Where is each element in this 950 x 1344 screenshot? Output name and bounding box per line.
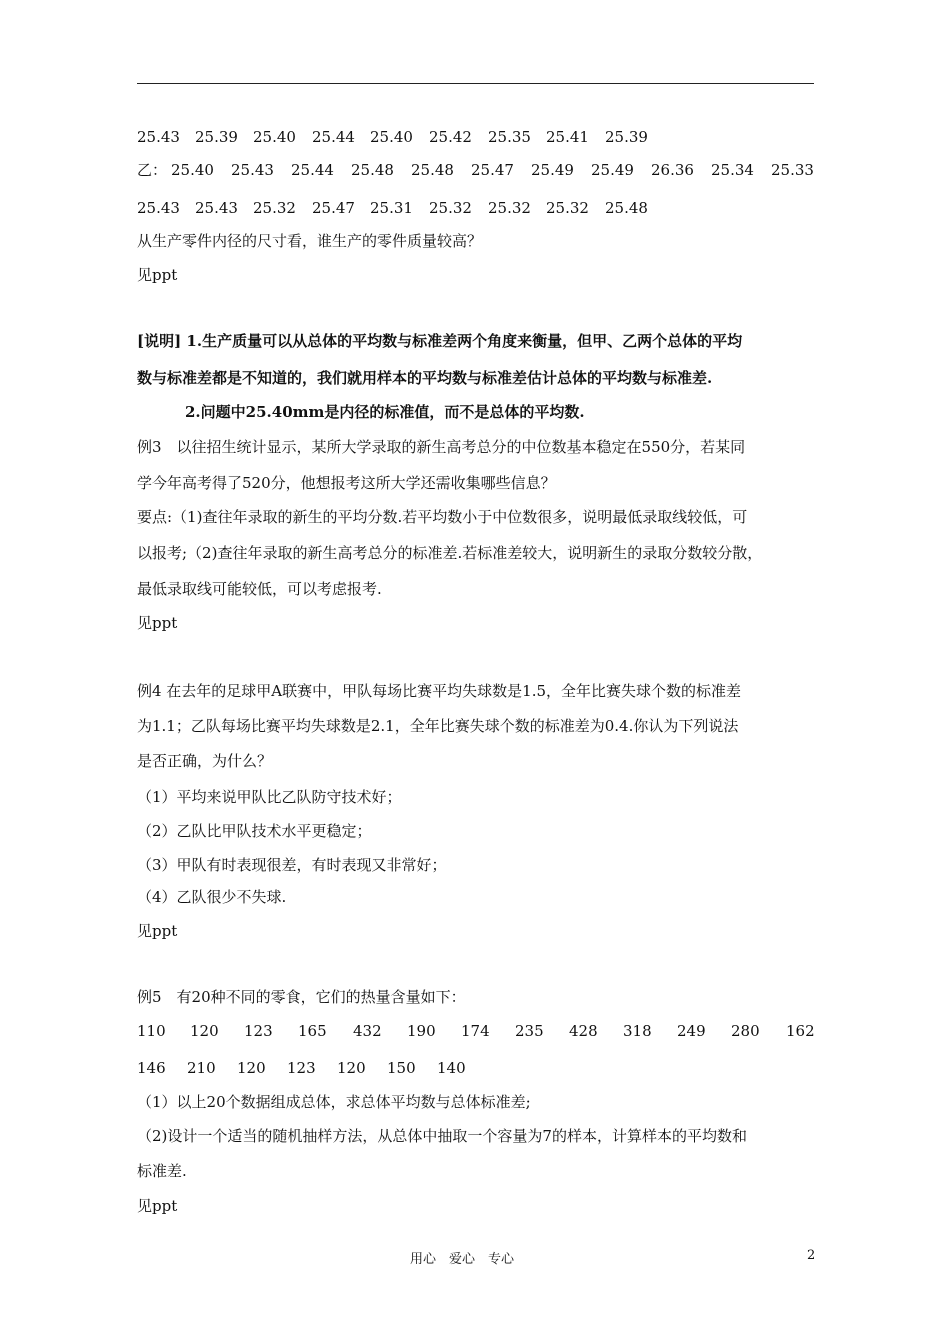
- example-4-item-2: （2）乙队比甲队技术水平更稳定；: [137, 822, 372, 840]
- value: 120: [337, 1059, 366, 1077]
- question-text: 从生产零件内径的尺寸看，谁生产的零件质量较高？: [137, 232, 483, 250]
- value: 25.39: [195, 128, 238, 146]
- value: 25.43: [137, 128, 180, 146]
- series-label-yi: 乙：: [137, 161, 168, 179]
- value: 25.32: [429, 199, 472, 217]
- value: 25.32: [488, 199, 531, 217]
- value: 162: [786, 1022, 815, 1040]
- value: 25.35: [488, 128, 531, 146]
- value: 25.31: [370, 199, 413, 217]
- example-5-line-1: 例5 有20种不同的零食，它们的热量含量如下：: [137, 988, 466, 1006]
- value: 25.43: [231, 161, 274, 179]
- value: 146: [137, 1059, 166, 1077]
- value: 140: [437, 1059, 466, 1077]
- value: 25.47: [312, 199, 355, 217]
- value: 25.48: [605, 199, 648, 217]
- see-ppt-text: 见ppt: [137, 266, 178, 284]
- note-paragraph-point-2: 2.问题中25.40mm是内径的标准值，而不是总体的平均数.: [185, 403, 585, 421]
- value: 25.34: [711, 161, 754, 179]
- value: 110: [137, 1022, 166, 1040]
- value: 25.47: [471, 161, 514, 179]
- value: 432: [353, 1022, 382, 1040]
- value: 25.40: [171, 161, 214, 179]
- example-5-item-2-cont: 标准差.: [137, 1162, 187, 1180]
- example-5-item-1: （1）以上20个数据组成总体，求总体平均数与总体标准差;: [137, 1093, 531, 1111]
- example-4-line-1: 例4 在去年的足球甲A联赛中，甲队每场比赛平均失球数是1.5，全年比赛失球个数的标准差: [137, 682, 742, 700]
- value: 318: [623, 1022, 652, 1040]
- example-5-item-2: （2)设计一个适当的随机抽样方法，从总体中抽取一个容量为7的样本，计算样本的平均数和: [137, 1127, 747, 1145]
- value: 25.33: [771, 161, 814, 179]
- example-3-line-4: 以报考;（2)查往年录取的新生高考总分的标准差.若标准差较大，说明新生的录取分数较分散，: [137, 544, 763, 562]
- example-3-line-5: 最低录取线可能较低，可以考虑报考.: [137, 580, 382, 598]
- value: 25.42: [429, 128, 472, 146]
- value: 165: [298, 1022, 327, 1040]
- header-rule: [137, 83, 814, 84]
- value: 210: [187, 1059, 216, 1077]
- value: 25.39: [605, 128, 648, 146]
- value: 25.49: [591, 161, 634, 179]
- value: 428: [569, 1022, 598, 1040]
- example-4-line-3: 是否正确，为什么？: [137, 752, 273, 770]
- page-number: 2: [807, 1248, 816, 1263]
- note-paragraph-line-1: [说明] 1.生产质量可以从总体的平均数与标准差两个角度来衡量，但甲、乙两个总体的平均: [137, 332, 743, 350]
- value: 280: [731, 1022, 760, 1040]
- value: 25.32: [546, 199, 589, 217]
- value: 249: [677, 1022, 706, 1040]
- value: 190: [407, 1022, 436, 1040]
- value: 25.48: [411, 161, 454, 179]
- value: 235: [515, 1022, 544, 1040]
- value: 25.32: [253, 199, 296, 217]
- page-footer: 用心 爱心 专心: [410, 1252, 515, 1267]
- example-3-line-2: 学今年高考得了520分，他想报考这所大学还需收集哪些信息？: [137, 474, 556, 492]
- value: 123: [244, 1022, 273, 1040]
- example-4-item-4: （4）乙队很少不失球.: [137, 888, 287, 906]
- example-4-line-2: 为1.1；乙队每场比赛平均失球数是2.1，全年比赛失球个数的标准差为0.4.你认为下列说法: [137, 717, 739, 735]
- value: 26.36: [651, 161, 694, 179]
- value: 25.41: [546, 128, 589, 146]
- value: 120: [190, 1022, 219, 1040]
- example-3-line-1: 例3 以往招生统计显示，某所大学录取的新生高考总分的中位数基本稳定在550分，若某同: [137, 438, 746, 456]
- example-3-line-3: 要点:（1)查往年录取的新生的平均分数.若平均数小于中位数很多，说明最低录取线较低，可: [137, 508, 748, 526]
- value: 25.40: [370, 128, 413, 146]
- value: 174: [461, 1022, 490, 1040]
- example-4-item-3: （3）甲队有时表现很差，有时表现又非常好；: [137, 856, 447, 874]
- value: 25.44: [291, 161, 334, 179]
- example-4-item-1: （1）平均来说甲队比乙队防守技术好；: [137, 788, 402, 806]
- value: 25.44: [312, 128, 355, 146]
- note-paragraph-line-2: 数与标准差都是不知道的，我们就用样本的平均数与标准差估计总体的平均数与标准差.: [137, 369, 713, 387]
- see-ppt-text: 见ppt: [137, 614, 178, 632]
- value: 120: [237, 1059, 266, 1077]
- see-ppt-text: 见ppt: [137, 922, 178, 940]
- value: 25.49: [531, 161, 574, 179]
- value: 25.40: [253, 128, 296, 146]
- value: 25.48: [351, 161, 394, 179]
- value: 25.43: [195, 199, 238, 217]
- see-ppt-text: 见ppt: [137, 1197, 178, 1215]
- value: 150: [387, 1059, 416, 1077]
- value: 123: [287, 1059, 316, 1077]
- value: 25.43: [137, 199, 180, 217]
